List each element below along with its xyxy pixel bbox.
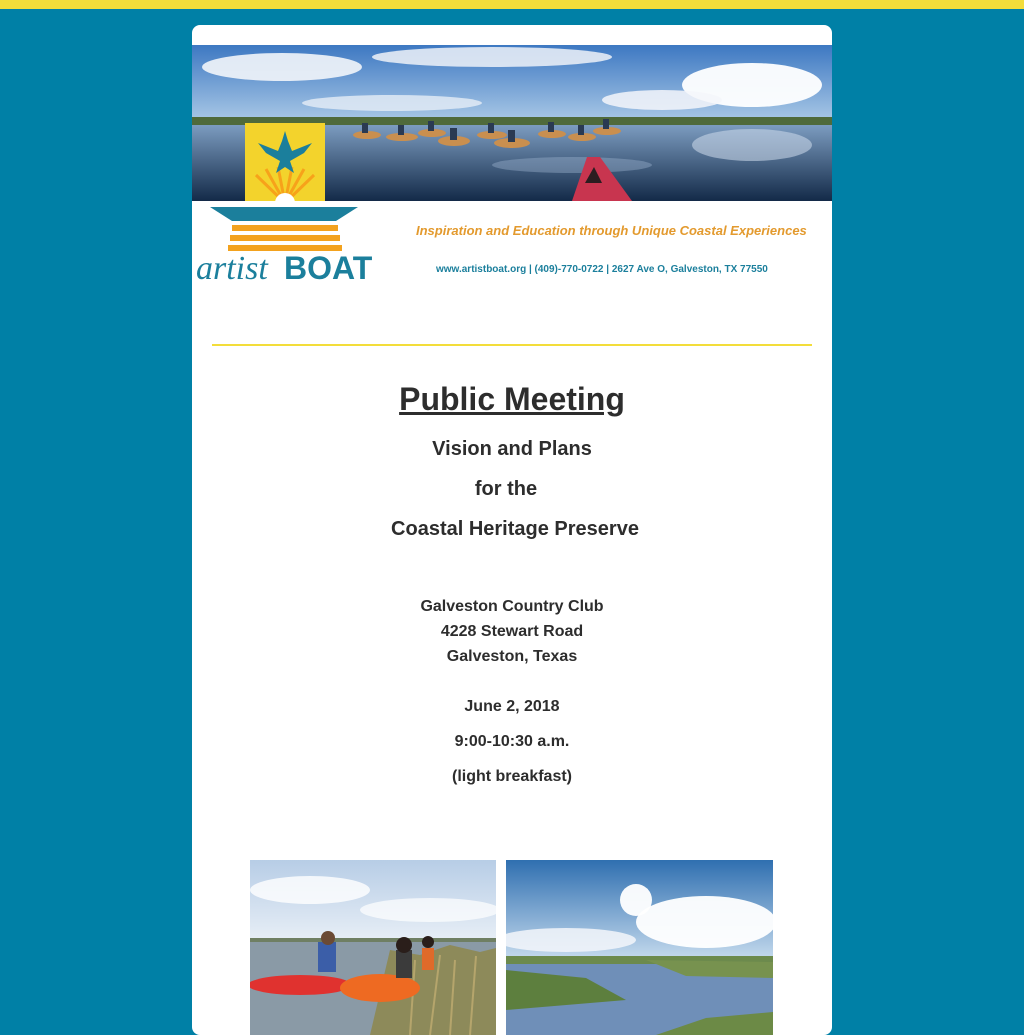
- subtitle-line-3: Coastal Heritage Preserve: [391, 518, 639, 540]
- section-divider: [212, 344, 812, 346]
- artist-boat-logo: [196, 123, 376, 283]
- venue-street: 4228 Stewart Road: [440, 623, 584, 640]
- meeting-time: 9:00-10:30 a.m.: [454, 733, 570, 750]
- page-title: Public Meeting: [399, 381, 625, 417]
- logo-text-artist: artist: [196, 250, 268, 283]
- logo-text-boat: BOAT: [284, 250, 373, 283]
- meeting-note: (light breakfast): [451, 768, 572, 785]
- venue-name: Galveston Country Club: [420, 598, 604, 615]
- photo-row: [250, 860, 780, 1035]
- contact-line[interactable]: www.artistboat.org | (409)-770-0722 | 2627 Ave O, Galveston, TX 77550: [436, 264, 768, 275]
- subtitle-line-1: Vision and Plans: [432, 438, 592, 460]
- kayakers-photo: [250, 860, 496, 1035]
- marsh-landscape-photo: [506, 860, 773, 1035]
- top-accent-stripe: [0, 0, 1024, 9]
- meeting-date: June 2, 2018: [464, 698, 560, 715]
- email-card: [192, 25, 832, 1035]
- venue-city: Galveston, Texas: [446, 648, 578, 665]
- subtitle-line-2: for the: [474, 478, 538, 500]
- tagline: Inspiration and Education through Unique Coastal Experiences: [416, 223, 807, 238]
